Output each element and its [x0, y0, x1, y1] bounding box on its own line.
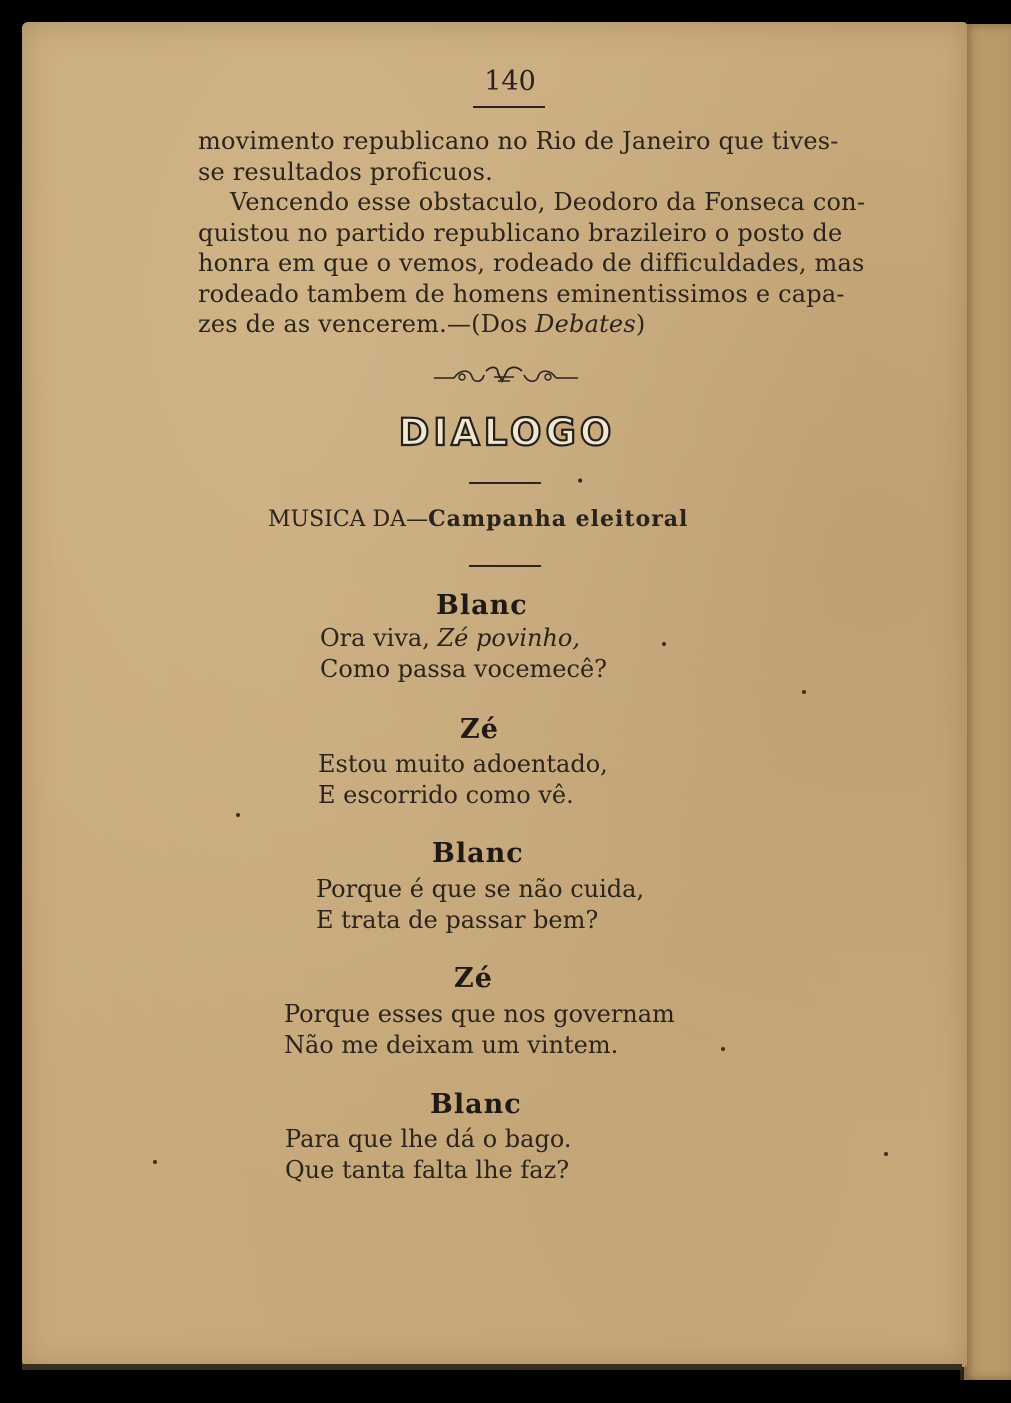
adjacent-page-edge: [963, 24, 1011, 1380]
verse-line: Não me deixam um vintem.: [284, 1031, 619, 1059]
prose-line: se resultados proficuos.: [198, 157, 493, 186]
dialogue-title: DIALOGO: [398, 411, 616, 454]
verse-line: [320, 623, 607, 654]
paper-speck: [236, 813, 240, 817]
divider-rule: [469, 482, 541, 484]
paper-speck: [802, 690, 806, 694]
verse-stanza: [320, 623, 607, 685]
speaker-name: Blanc: [430, 1089, 522, 1120]
verse-line: E escorrido como vê.: [318, 781, 574, 809]
verse-text: Ora viva,: [320, 624, 438, 652]
prose-line: Vencendo esse obstaculo, Deodoro da Fonseca con-: [230, 188, 866, 216]
prose-line: movimento republicano no Rio de Janeiro que tives-: [198, 127, 839, 155]
verse-line: Porque esses que nos governam: [284, 1000, 675, 1028]
verse-stanza: [285, 1124, 571, 1186]
paper-speck: [721, 1047, 725, 1051]
prose-line: honra em que o vemos, rodeado de difficuldades, mas: [198, 249, 865, 277]
verse-line: Para que lhe dá o bago.: [285, 1125, 572, 1153]
source-title: Debates: [535, 310, 636, 338]
prose-paragraph: [198, 126, 866, 340]
page-number-rule: [473, 106, 545, 108]
verse-line: Que tanta falta lhe faz?: [285, 1156, 570, 1184]
prose-line: rodeado tambem de homens eminentissimos e capa-: [198, 279, 845, 308]
speaker-name: Zé: [460, 714, 499, 745]
divider-rule: [469, 565, 541, 567]
prose-line-text: zes de as vencerem.—(Dos: [198, 310, 536, 338]
paper-speck: [153, 1160, 157, 1164]
speaker-name: Blanc: [436, 590, 528, 621]
prose-line-last: [198, 309, 822, 340]
page-bottom-edge: [22, 1364, 962, 1370]
source-close: ): [635, 310, 646, 338]
page-number: 140: [484, 66, 536, 97]
paper-speck: [884, 1152, 888, 1156]
prose-line: quistou no partido republicano brazileiro o posto de: [198, 218, 843, 247]
music-prefix: MUSICA DA—: [268, 507, 429, 532]
speaker-name: Zé: [454, 963, 493, 994]
verse-stanza: [318, 749, 608, 811]
music-title: Campanha eleitoral: [428, 506, 689, 532]
verse-line: Estou muito adoentado,: [318, 750, 608, 778]
verse-line: Como passa vocemecê?: [320, 655, 608, 683]
music-attribution: [268, 506, 768, 532]
verse-stanza: [316, 874, 644, 936]
verse-stanza: [284, 999, 675, 1061]
asterisk-mark: •: [576, 474, 585, 490]
paper-speck: [662, 642, 666, 646]
verse-italic: Zé povinho,: [437, 624, 580, 652]
verse-line: Porque é que se não cuida,: [316, 875, 645, 903]
speaker-name: Blanc: [432, 838, 524, 869]
floral-ornament-icon: [432, 363, 580, 389]
verse-line: E trata de passar bem?: [316, 906, 599, 934]
